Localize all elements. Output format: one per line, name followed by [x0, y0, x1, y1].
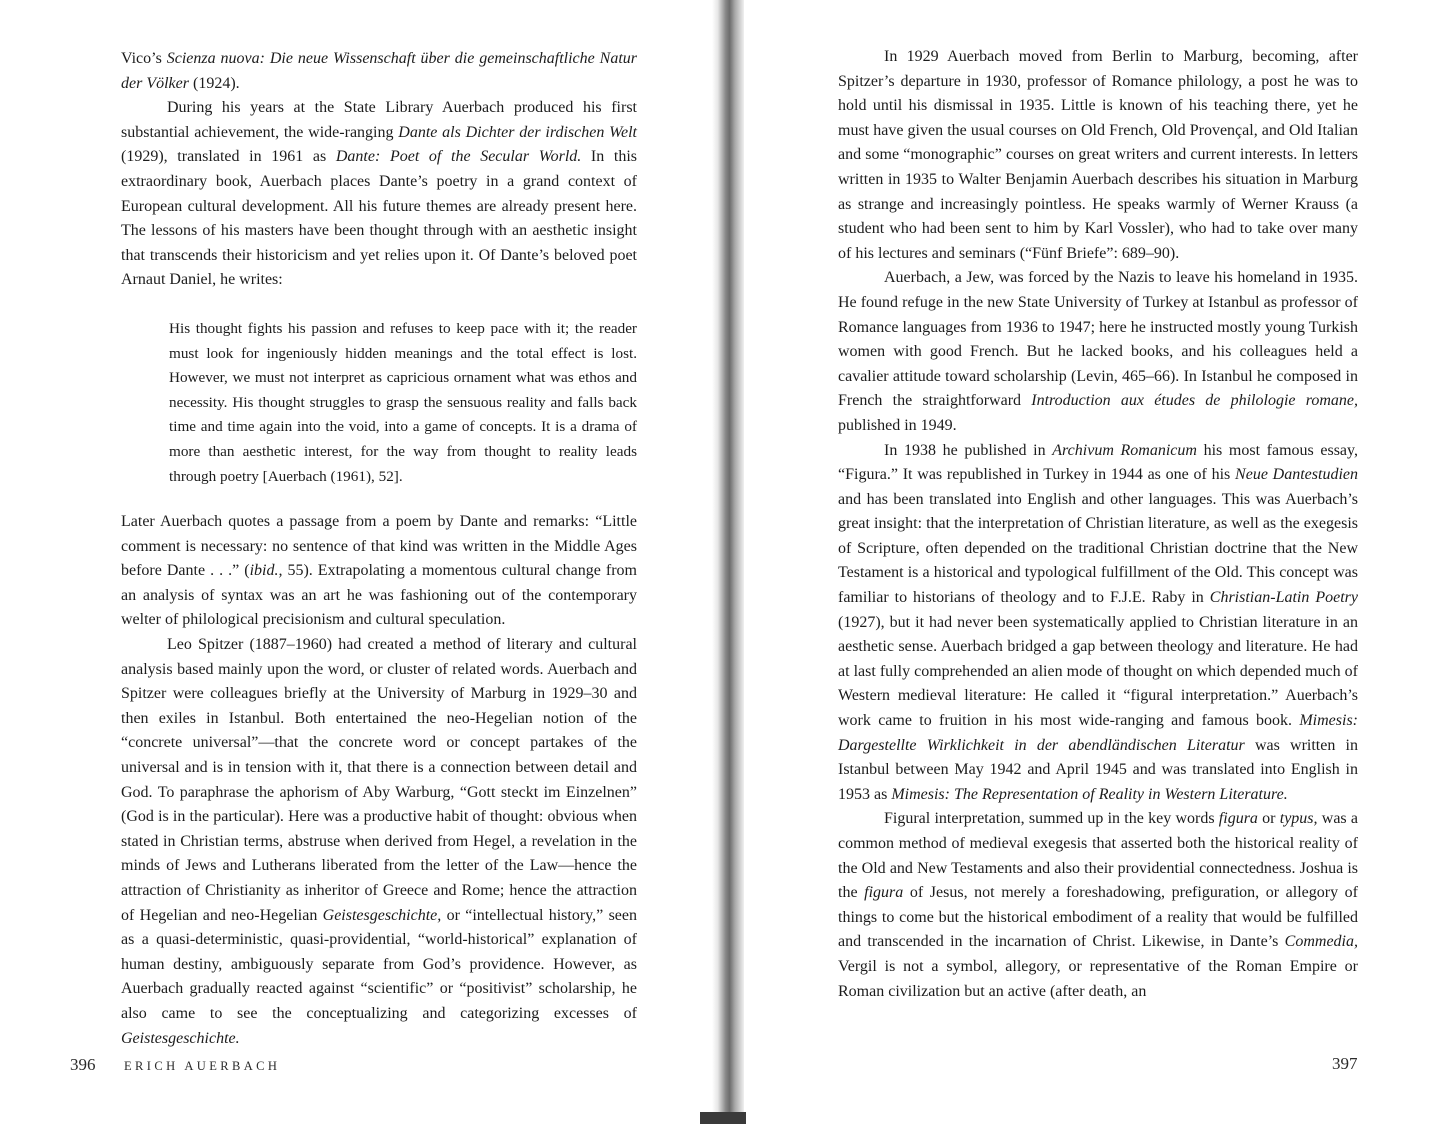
- right-page-body: [838, 45, 1358, 1004]
- page-number-left: 396: [70, 1055, 96, 1074]
- paragraph-vico: Vico’s Scienza nuova: Die neue Wissenschaft über die gemeinschaftliche Natur der Völker (1924).: [121, 50, 638, 92]
- paragraph-spitzer: Leo Spitzer (1887–1960) had created a method of literary and cultural analysis based mainly upon the word, or cluster of related words. Auerbach and Spitzer were colleagues briefly at the University of Marburg in 1929–30 and then exiles in Istanbul. Both entertained the neo-Hegelian notion of the “concrete universal”—that the concrete word or concept partakes of the universal and is in tension with it, that there is a connection between detail and God. To paraphrase the aphorism of Aby Warburg, “Gott steckt im Einzelnen” (God is in the particular). Here was a productive habit of thought: obvious when stated in Christian terms, abstruse when derived from Hegel, a revelation in the minds of Jews and Lutherans liberated from the letter of the Law—hence the attraction of Christianity as inheritor of Greece and Rome; hence the attraction of Hegelian and neo-Hegelian Geistesgeschichte, or “intellectual history,” seen as a quasi-deterministic, quasi-providential, “world-historical” explanation of human destiny, ambiguously separate from God’s providence. However, as Auerbach gradually reacted against “scientific” or “positivist” scholarship, he also came to see the conceptualizing and categorizing excesses of Geistesgeschichte.: [121, 636, 637, 1047]
- paragraph-jew: Auerbach, a Jew, was forced by the Nazis to leave his homeland in 1935. He found refuge in the new State University of Turkey at Istanbul as professor of Romance languages from 1936 to 1947; here he instructed mostly young Turkish women with good French. But he lacked books, and his colleagues held a cavalier attitude toward scholarship (Levin, 465–66). In Istanbul he composed in French the straightforward Introduction aux études de philologie romane, published in 1949.: [838, 269, 1358, 434]
- page-number-right: 397: [1332, 1054, 1358, 1073]
- paragraph-later: Later Auerbach quotes a passage from a poem by Dante and remarks: “Little comment is necessary: no sentence of that kind was written in the Middle Ages before Dante . . .” (ibid., 55). Extrapolating a momentous cultural change from an analysis of syntax was an art he was fashioning out of the contemporary welter of philological precisionism and cultural speculation.: [121, 513, 637, 629]
- running-head: ERICH AUERBACH: [124, 1059, 281, 1073]
- paragraph-figural: Figural interpretation, summed up in the key words figura or typus, was a common method of medieval exegesis that asserted both the historical reality of the Old and New Testaments and also their providential connectedness. Joshua is the figura of Jesus, not merely a foreshadowing, prefiguration, or allegory of things to come but the historical embodiment of a reality that would be fulfilled and transcended in the incarnation of Christ. Likewise, in Dante’s Commedia, Vergil is not a symbol, allegory, or representative of the Roman Empire or Roman civilization but an active (after death, an: [838, 810, 1359, 1000]
- left-page-body: [121, 47, 637, 1051]
- paragraph-1929: In 1929 Auerbach moved from Berlin to Marburg, becoming, after Spitzer’s departure in 1930, professor of Romance philology, a post he was to hold until his dismissal in 1935. Little is known of his teaching there, yet he must have given the usual courses on Old French, Old Provençal, and Old Italian and some “monographic” courses on great writers and current interests. In letters written in 1935 to Walter Benjamin Auerbach describes his situation in Marburg as strange and increasingly pointless. He speaks warmly of Werner Krauss (a student who had been sent to him by Karl Vossler), who had to take over many of his lectures and seminars (“Fünf Briefe”: 689–90).: [838, 48, 1358, 262]
- left-page: [0, 0, 718, 1124]
- paragraph-state-library: During his years at the State Library Auerbach produced his first substantial achievement, the wide-ranging Dante als Dichter der irdischen Welt (1929), translated in 1961 as Dante: Poet of the Secular World. In this extraordinary book, Auerbach places Dante’s poetry in a grand context of European cultural development. All his future themes are already present here. The lessons of his masters have been thought through with an aesthetic insight that transcends their historicism and yet relies upon it. Of Dante’s beloved poet Arnaut Daniel, he writes:: [121, 99, 638, 289]
- paragraph-1938: In 1938 he published in Archivum Romanicum his most famous essay, “Figura.” It was republished in Turkey in 1944 as one of his Neue Dantestudien and has been translated into English and other languages. This was Auerbach’s great insight: that the interpretation of Christian literature, as well as the exegesis of Scripture, often depended on the traditional Christian doctrine that the New Testament is a historical and typological fulfillment of the Old. This concept was familiar to historians of theology and to F.J.E. Raby in Christian-Latin Poetry (1927), but it had never been systematically applied to Christian literature in an aesthetic sense. Auerbach bridged a gap between theology and literature. He had at last fully comprehended an alien mode of thought on which depended much of Western medieval literature: He called it “figural interpretation.” Auerbach’s work came to fruition in his most wide-ranging and famous book. Mimesis: Dargestellte Wirklichkeit in der abendländischen Literatur was written in Istanbul between May 1942 and April 1945 and was translated into English in 1953 as Mimesis: The Representation of Reality in Western Literature.: [838, 441, 1358, 803]
- block-quote: His thought fights his passion and refuses to keep pace with it; the reader must look for ingeniously hidden meanings and the total effect is lost. However, we must not interpret as capricious ornament what was ethos and necessity. His thought struggles to grasp the sensuous reality and falls back time and time again into the void, into a game of concepts. It is a drama of more than aesthetic interest, for the way from thought to reality leads through poetry [Auerbach (1961), 52].: [169, 319, 637, 485]
